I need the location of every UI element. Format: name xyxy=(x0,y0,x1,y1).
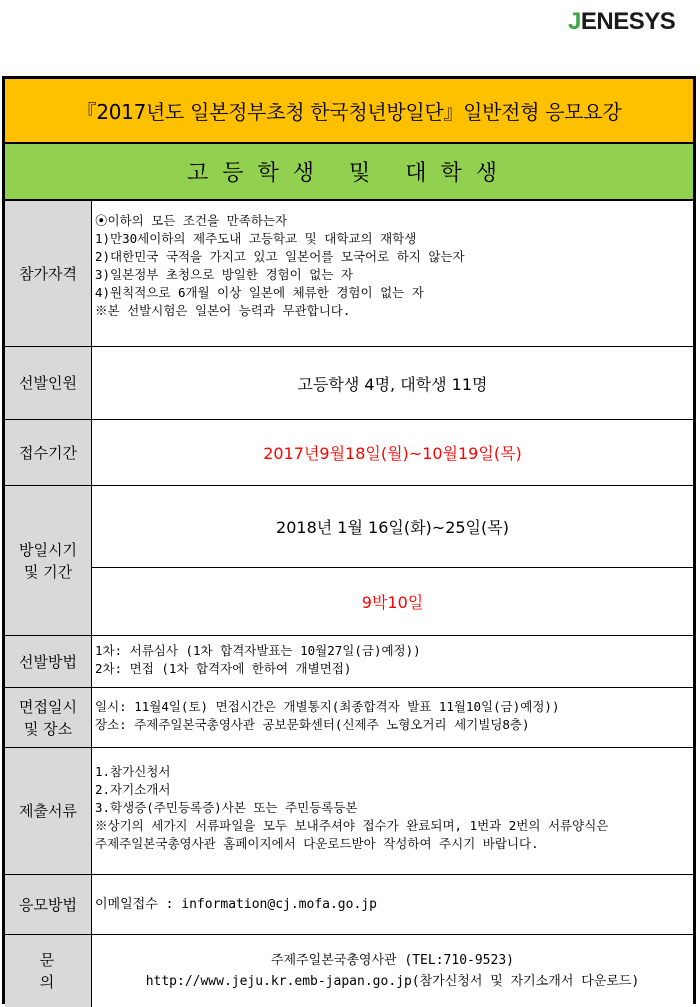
target-subtitle: 고등학생 및 대학생 xyxy=(5,144,693,201)
inquiry-website-link[interactable]: http://www.jeju.kr.emb-japan.go.jp(참가신청서 및 자기소개서 다운로드) xyxy=(145,974,640,989)
apply-email[interactable]: 이메일접수 : information@cj.mofa.go.jp xyxy=(92,875,693,935)
jenesys-logo: JENESYS xyxy=(568,8,676,35)
eligibility-line: 3)일본정부 초청으로 방일한 경험이 없는 자 xyxy=(95,267,353,282)
documents-line: 주제주일본국총영사관 홈페이지에서 다운로드받아 작성하여 주시기 바랍니다. xyxy=(95,836,539,851)
interview-label: 면접일시 및 장소 xyxy=(5,688,92,748)
apply-label: 응모방법 xyxy=(5,875,92,935)
eligibility-line: ※본 선발시험은 일본어 능력과 무관합니다. xyxy=(95,303,351,318)
application-guide-table xyxy=(2,76,696,1004)
selection-label: 선발방법 xyxy=(5,636,92,688)
page-title: 『2017년도 일본정부초청 한국청년방일단』일반전형 응모요강 xyxy=(5,79,693,144)
quota-value: 고등학생 4명, 대학생 11명 xyxy=(92,347,693,420)
selection-line: 1차: 서류심사 (1차 합격자발표는 10월27일(금)예정)) xyxy=(95,643,421,658)
eligibility-content xyxy=(92,201,693,347)
eligibility-line: ⦿이하의 모든 조건을 만족하는자 xyxy=(95,213,288,228)
documents-line: 2.자기소개서 xyxy=(95,782,171,797)
inquiry-content xyxy=(92,935,693,1007)
selection-line: 2차: 면접 (1차 합격자에 한하여 개별면접) xyxy=(95,661,352,676)
eligibility-line: 2)대한민국 국적을 가지고 있고 일본어를 모국어로 하지 않는자 xyxy=(95,249,465,264)
eligibility-label: 참가자격 xyxy=(5,201,92,347)
documents-line: ※상기의 세가지 서류파일을 모두 보내주셔야 접수가 완료되며, 1번과 2번의 서류양식은 xyxy=(95,818,609,833)
period-label: 접수기간 xyxy=(5,420,92,486)
inquiry-phone: 주제주일본국총영사관 (TEL:710-9523) xyxy=(271,953,514,968)
inquiry-label: 문 의 xyxy=(5,935,92,1007)
eligibility-line: 1)만30세이하의 제주도내 고등학교 및 대학교의 재학생 xyxy=(95,231,417,246)
period-value: 2017년9월18일(월)~10월19일(목) xyxy=(92,420,693,486)
visit-duration: 9박10일 xyxy=(92,568,693,636)
documents-label: 제출서류 xyxy=(5,748,92,875)
quota-label: 선발인원 xyxy=(5,347,92,420)
visit-label: 방일시기 및 기간 xyxy=(5,486,92,636)
interview-line: 일시: 11월4일(토) 면접시간은 개별통지(최종합격자 발표 11월10일(금)예정)) xyxy=(95,699,560,714)
interview-line: 장소: 주제주일본국총영사관 공보문화센터(신제주 노형오거리 세기빌딩8층) xyxy=(95,717,530,732)
documents-content xyxy=(92,748,693,875)
documents-line: 1.참가신청서 xyxy=(95,764,171,779)
interview-content xyxy=(92,688,693,748)
visit-dates: 2018년 1월 16일(화)~25일(목) xyxy=(92,486,693,568)
selection-content xyxy=(92,636,693,688)
eligibility-line: 4)원칙적으로 6개월 이상 일본에 체류한 경험이 없는 자 xyxy=(95,285,424,300)
documents-line: 3.학생증(주민등록증)사본 또는 주민등록등본 xyxy=(95,800,358,815)
